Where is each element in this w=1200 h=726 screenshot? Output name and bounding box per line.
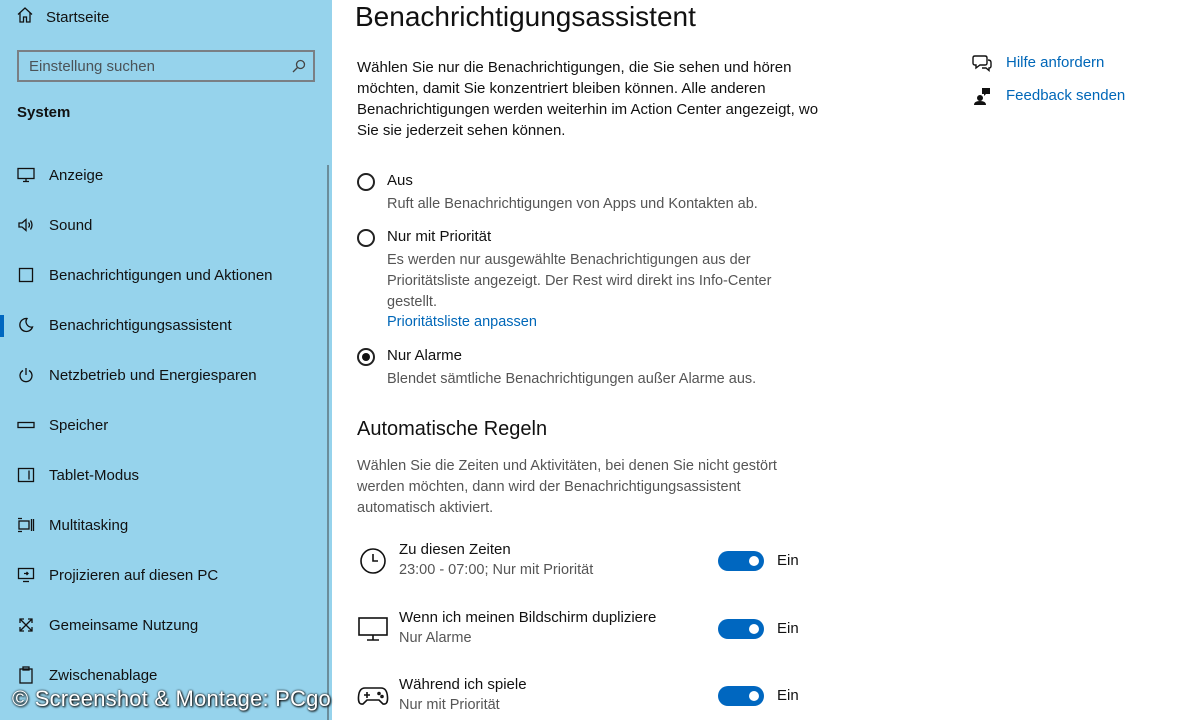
help-links (972, 46, 1125, 112)
rule-bildschirm-duplizieren (357, 609, 817, 659)
get-help-label: Hilfe anfordern (1006, 54, 1105, 71)
sidebar-item-sound[interactable] (0, 200, 332, 250)
sidebar-item-multitasking[interactable] (0, 500, 332, 550)
settings-search-input[interactable] (19, 51, 285, 81)
share-icon (16, 615, 36, 635)
send-feedback-label: Feedback senden (1006, 87, 1126, 104)
sidebar-section-heading: System (17, 104, 71, 121)
radio-nur-alarme[interactable] (357, 348, 375, 366)
option-label: Aus (387, 172, 413, 189)
sidebar-scrollbar[interactable] (327, 165, 329, 720)
project-icon (16, 565, 36, 585)
option-description: Ruft alle Benachrichtigungen von Apps und Kontakten ab. (387, 196, 758, 212)
sidebar-item-label: Netzbetrieb und Energiesparen (49, 366, 257, 384)
get-help-link[interactable] (972, 46, 1125, 79)
sidebar-item-netzbetrieb[interactable] (0, 350, 332, 400)
rule-title: Zu diesen Zeiten (399, 541, 511, 558)
sidebar-item-label: Projizieren auf diesen PC (49, 566, 219, 584)
option-label: Nur Alarme (387, 347, 463, 364)
rule-toggle[interactable] (718, 551, 764, 571)
toggle-state-label: Ein (777, 552, 799, 569)
gamepad-icon (357, 680, 389, 712)
feedback-icon (972, 86, 992, 106)
tablet-icon (16, 465, 36, 485)
automatic-rules-title: Automatische Regeln (357, 418, 548, 440)
sidebar-item-benachrichtigungsassistent[interactable] (0, 300, 332, 350)
sidebar-item-label: Sound (49, 216, 93, 234)
rule-waehrend-ich-spiele (357, 676, 817, 726)
page-title: Benachrichtigungsassistent (355, 1, 696, 32)
option-label: Nur mit Priorität (387, 228, 492, 245)
speaker-icon (16, 215, 36, 235)
sidebar-item-tablet-modus[interactable] (0, 450, 332, 500)
rule-title: Wenn ich meinen Bildschirm dupliziere (399, 609, 657, 626)
sidebar-item-anzeige[interactable] (0, 150, 332, 200)
moon-icon (16, 315, 36, 335)
rule-zu-diesen-zeiten (357, 541, 817, 591)
copyright-watermark: © Screenshot & Montage: PCgo (12, 686, 331, 711)
rule-subtitle: 23:00 - 07:00; Nur mit Priorität (399, 562, 594, 578)
toggle-state-label: Ein (777, 687, 799, 704)
send-feedback-link[interactable] (972, 79, 1125, 112)
rule-toggle[interactable] (718, 619, 764, 639)
option-description: Es werden nur ausgewählte Benachrichtigungen aus der Prioritätsliste angezeigt. Der Rest wird direkt ins Info-Center gestellt. (387, 252, 772, 310)
search-icon[interactable] (285, 59, 313, 73)
home-icon (16, 6, 34, 28)
sidebar (0, 0, 332, 720)
monitor-icon (357, 613, 389, 645)
sidebar-item-speicher[interactable] (0, 400, 332, 450)
radio-aus[interactable] (357, 173, 375, 191)
rule-title: Während ich spiele (399, 676, 527, 693)
radio-nur-mit-prioritaet[interactable] (357, 229, 375, 247)
rule-subtitle: Nur Alarme (399, 630, 472, 646)
clock-icon (357, 545, 389, 577)
chat-help-icon (972, 53, 992, 73)
automatic-rules-description: Wählen Sie die Zeiten und Aktivitäten, bei denen Sie nicht gestört werden möchten, dann wird der Benachrichtigungsassistent automatisch aktiviert. (357, 458, 777, 516)
monitor-icon (16, 165, 36, 185)
sidebar-item-label: Benachrichtigungen und Aktionen (49, 266, 273, 284)
clipboard-icon (16, 665, 36, 685)
storage-icon (16, 415, 36, 435)
sidebar-item-label: Speicher (49, 416, 109, 434)
sidebar-nav-list (0, 150, 332, 700)
intro-text: Wählen Sie nur die Benachrichtigungen, die Sie sehen und hören möchten, damit Sie konzentriert bleiben können. Alle anderen Benachrichtigungen werden weiterhin im Action Center angezeigt, wo Sie sie jederzeit sehen können. (357, 59, 819, 139)
home-nav-item[interactable] (16, 6, 109, 28)
sidebar-item-projizieren[interactable] (0, 550, 332, 600)
sidebar-item-gemeinsame-nutzung[interactable] (0, 600, 332, 650)
rule-subtitle: Nur mit Priorität (399, 697, 500, 713)
option-description: Blendet sämtliche Benachrichtigungen außer Alarme aus. (387, 371, 757, 387)
sidebar-item-label: Zwischenablage (49, 666, 158, 684)
main-content (332, 0, 1200, 720)
sidebar-item-benachrichtigungen[interactable] (0, 250, 332, 300)
power-icon (16, 365, 36, 385)
toggle-state-label: Ein (777, 620, 799, 637)
sidebar-item-label: Anzeige (49, 166, 104, 184)
home-label: Startseite (46, 8, 110, 26)
multitasking-icon (16, 515, 36, 535)
notification-icon (16, 265, 36, 285)
settings-search-box (17, 50, 315, 82)
sidebar-item-label: Benachrichtigungsassistent (49, 316, 232, 334)
sidebar-item-label: Multitasking (49, 516, 129, 534)
priority-list-link[interactable]: Prioritätsliste anpassen (387, 314, 537, 330)
sidebar-item-label: Gemeinsame Nutzung (49, 616, 199, 634)
sidebar-item-label: Tablet-Modus (49, 466, 140, 484)
rule-toggle[interactable] (718, 686, 764, 706)
